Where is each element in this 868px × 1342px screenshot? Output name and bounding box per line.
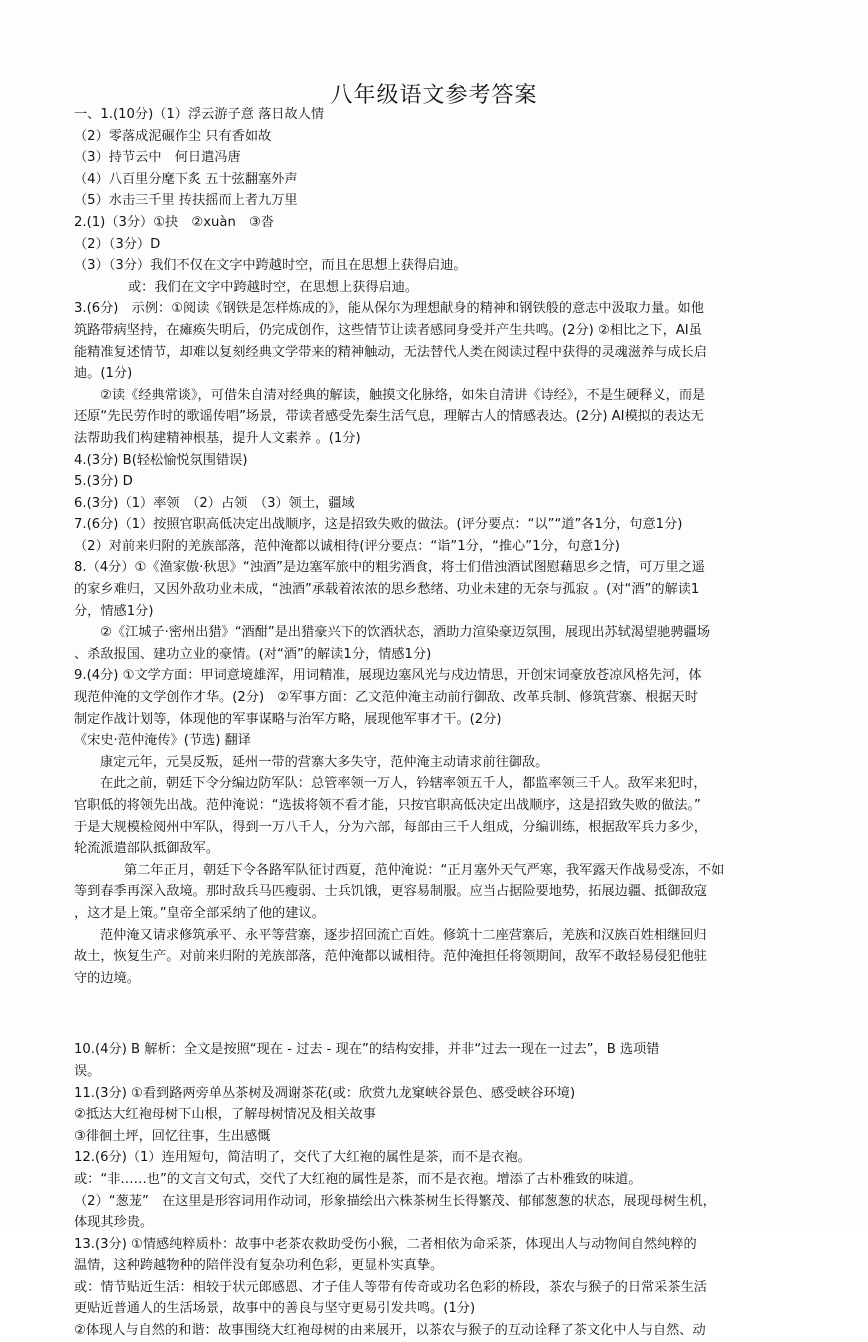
text-line: ，这才是上策。”皇帝全部采纳了他的建议。 bbox=[74, 905, 325, 921]
text-line: ②读《经典常谈》，可借朱自清对经典的解读，触摸文化脉络，如朱自清讲《诗经》，不是生硬释义，而是 bbox=[100, 387, 706, 403]
text-line: 法帮助我们构建精神根基，提升人文素养 。(1分) bbox=[74, 430, 361, 446]
text-line: 4.(3分) B(轻松愉悦氛围错误) bbox=[74, 452, 248, 468]
text-line: 制定作战计划等，体现他的军事谋略与治军方略，展现他军事才干。(2分) bbox=[74, 711, 502, 727]
text-line: 在此之前，朝廷下令分编边防军队：总管率领一万人，钤辖率领五千人，都监率领三千人。敌军来犯时， bbox=[100, 776, 707, 792]
text-line: 误。 bbox=[74, 1063, 101, 1079]
text-line: 能精准复述情节，却难以复刻经典文学带来的精神触动，无法替代人类在阅读过程中获得的灵魂滋养与成长启 bbox=[74, 344, 707, 360]
text-line: 分，情感1分) bbox=[74, 603, 154, 619]
text-line: 或：“非……也”的文言文句式，交代了大红袍的属性是茶，而不是衣袍。增添了古朴雅致的味道。 bbox=[74, 1171, 642, 1187]
text-line: 《宋史·范仲淹传》(节选) 翻译 bbox=[74, 733, 251, 749]
text-line: 、杀敌报国、建功立业的豪情。(对“酒”的解读1分，情感1分) bbox=[74, 646, 432, 662]
text-line: 或：我们在文字中跨越时空，在思想上获得启迪。 bbox=[128, 279, 419, 295]
text-line: 第二年正月，朝廷下令各路军队征讨西夏，范仲淹说：“正月塞外天气严寒，我军露天作战易受冻，不如 bbox=[124, 862, 725, 878]
text-line: 11.(3分) ①看到路两旁单丛茶树及凋谢茶花(或：欣赏九龙窠峡谷景色、感受峡谷环境) bbox=[74, 1085, 576, 1101]
text-line: 12.(6分)（1）连用短句，简洁明了，交代了大红袍的属性是茶，而不是衣袍。 bbox=[74, 1150, 531, 1166]
text-line: 6.(3分)（1）率领 （2）占领 （3）领土，疆域 bbox=[74, 495, 355, 511]
text-line: ③徘徊土坪，回忆往事，生出感慨 bbox=[74, 1128, 271, 1144]
text-line: 的家乡难归，又因外敌功业未成，“浊酒”承载着浓浓的思乡愁绪、功业未建的无奈与孤寂 。(对“酒”的解读1 bbox=[74, 582, 700, 598]
text-line: （3）持节云中 何日遣冯唐 bbox=[74, 150, 241, 166]
text-line: 故土，恢复生产。对前来归附的羌族部落，范仲淹都以诚相待。范仲淹担任将领期间，敌军不敢轻易侵犯他驻 bbox=[74, 949, 707, 965]
text-line: 8.（4分）①《渔家傲·秋思》“浊酒”是边塞军旅中的粗劣酒食，将士们借浊酒试图慰藉思乡之情，可万里之遥 bbox=[74, 560, 705, 576]
text-line: （4）八百里分麾下炙 五十弦翻塞外声 bbox=[74, 171, 298, 187]
text-line: 5.(3分) D bbox=[74, 474, 133, 490]
text-line: ②体现人与自然的和谐：故事围绕大红袍母树的由来展开，以茶农与猴子的互动诠释了茶文化中人与自然、动 bbox=[74, 1323, 706, 1339]
text-line: 康定元年，元昊反叛，延州一带的营寨大多失守，范仲淹主动请求前往御敌。 bbox=[100, 754, 549, 770]
text-line: 更贴近普通人的生活场景，故事中的善良与坚守更易引发共鸣。(1分) bbox=[74, 1301, 476, 1317]
text-line: 3.(6分) 示例：①阅读《钢铁是怎样炼成的》，能从保尔为理想献身的精神和钢铁般的意志中汲取力量。如他 bbox=[74, 301, 704, 317]
text-line: （2）“葱茏” 在这里是形容词用作动词，形象描绘出六株茶树生长得繁茂、郁郁葱葱的状态，展现母树生机， bbox=[74, 1193, 716, 1209]
text-line: 温情，这种跨越物种的陪伴没有复杂功利色彩，更显朴实真挚。 bbox=[74, 1258, 444, 1274]
text-line: 2.(1)（3分）①抉 ②xuàn ③沓 bbox=[74, 214, 275, 230]
text-line: 等到春季再深入敌境。那时敌兵马匹瘦弱、士兵饥饿，更容易制服。应当占据险要地势，拓展边疆、抵御敌寇 bbox=[74, 884, 707, 900]
document-title: 八年级语文参考答案 bbox=[330, 83, 538, 108]
text-line: （2）对前来归附的羌族部落，范仲淹都以诚相待(评分要点：“诣”1分，“推心”1分，句意1分) bbox=[74, 538, 620, 554]
text-line: ②抵达大红袍母树下山根，了解母树情况及相关故事 bbox=[74, 1107, 376, 1123]
text-line: 迪。(1分) bbox=[74, 366, 133, 382]
text-line: 13.(3分) ①情感纯粹质朴：故事中老茶农救助受伤小猴，二者相依为命采茶，体现出人与动物间自然纯粹的 bbox=[74, 1236, 697, 1252]
text-line: ②《江城子·密州出猎》“酒酣”是出猎豪兴下的饮酒状态，酒助力渲染豪迈氛围，展现出苏轼渴望驰骋疆场 bbox=[100, 625, 710, 641]
text-line: 范仲淹又请求修筑承平、永平等营寨，逐步招回流亡百姓。修筑十二座营寨后，羌族和汉族百姓相继回归 bbox=[100, 927, 707, 943]
text-line: 筑路带病坚持，在瘫痪失明后，仍完成创作，这些情节让读者感同身受并产生共鸣。(2分) ②相比之下，AI虽 bbox=[74, 322, 702, 338]
text-line: 守的边境。 bbox=[74, 970, 140, 986]
text-line: 或：情节贴近生活：相较于状元郎感恩、才子佳人等带有传奇或功名色彩的桥段，茶农与猴子的日常采茶生活 bbox=[74, 1279, 707, 1295]
text-line: 9.(4分) ①文学方面：甲词意境雄浑，用词精准，展现边塞风光与戍边情思，开创宋词豪放苍凉风格先河，体 bbox=[74, 668, 702, 684]
text-line: 轮流派遣部队抵御敌军。 bbox=[74, 841, 220, 857]
text-line: （2）（3分）D bbox=[74, 236, 161, 252]
text-line: 7.(6分)（1）按照官职高低决定出战顺序，这是招致失败的做法。(评分要点：“以”“道”各1分，句意1分) bbox=[74, 517, 683, 533]
text-line: 现范仲淹的文学创作才华。(2分) ②军事方面：乙文范仲淹主动前行御敌、改革兵制、修筑营寨、根据天时 bbox=[74, 690, 698, 706]
text-line: 体现其珍贵。 bbox=[74, 1215, 154, 1231]
text-line: （5）水击三千里 抟扶摇而上者九万里 bbox=[74, 193, 298, 209]
text-line: （3）（3分）我们不仅在文字中跨越时空，而且在思想上获得启迪。 bbox=[74, 258, 467, 274]
text-line: 一、1.(10分)（1）浮云游子意 落日故人情 bbox=[74, 107, 325, 122]
text-line: 10.(4分) B 解析：全文是按照“现在 - 过去 - 现在”的结构安排，并非“过去一现在一过去”，B 选项错 bbox=[74, 1042, 660, 1058]
text-line: 官职低的将领先出战。范仲淹说：“选拔将领不看才能，只按官职高低决定出战顺序，这是招致失败的做法。” bbox=[74, 798, 701, 813]
text-line: （2）零落成泥碾作尘 只有香如故 bbox=[74, 128, 272, 144]
text-line: 还原“先民劳作时的歌谣传唱”场景，带读者感受先秦生活气息，理解古人的情感表达。(2分) AI模拟的表达无 bbox=[74, 409, 704, 425]
text-line: 于是大规模检阅州中军队，得到一万八千人，分为六部，每部由三千人组成，分编训练，根据敌军兵力多少， bbox=[74, 819, 707, 835]
answer-body bbox=[74, 104, 802, 1342]
